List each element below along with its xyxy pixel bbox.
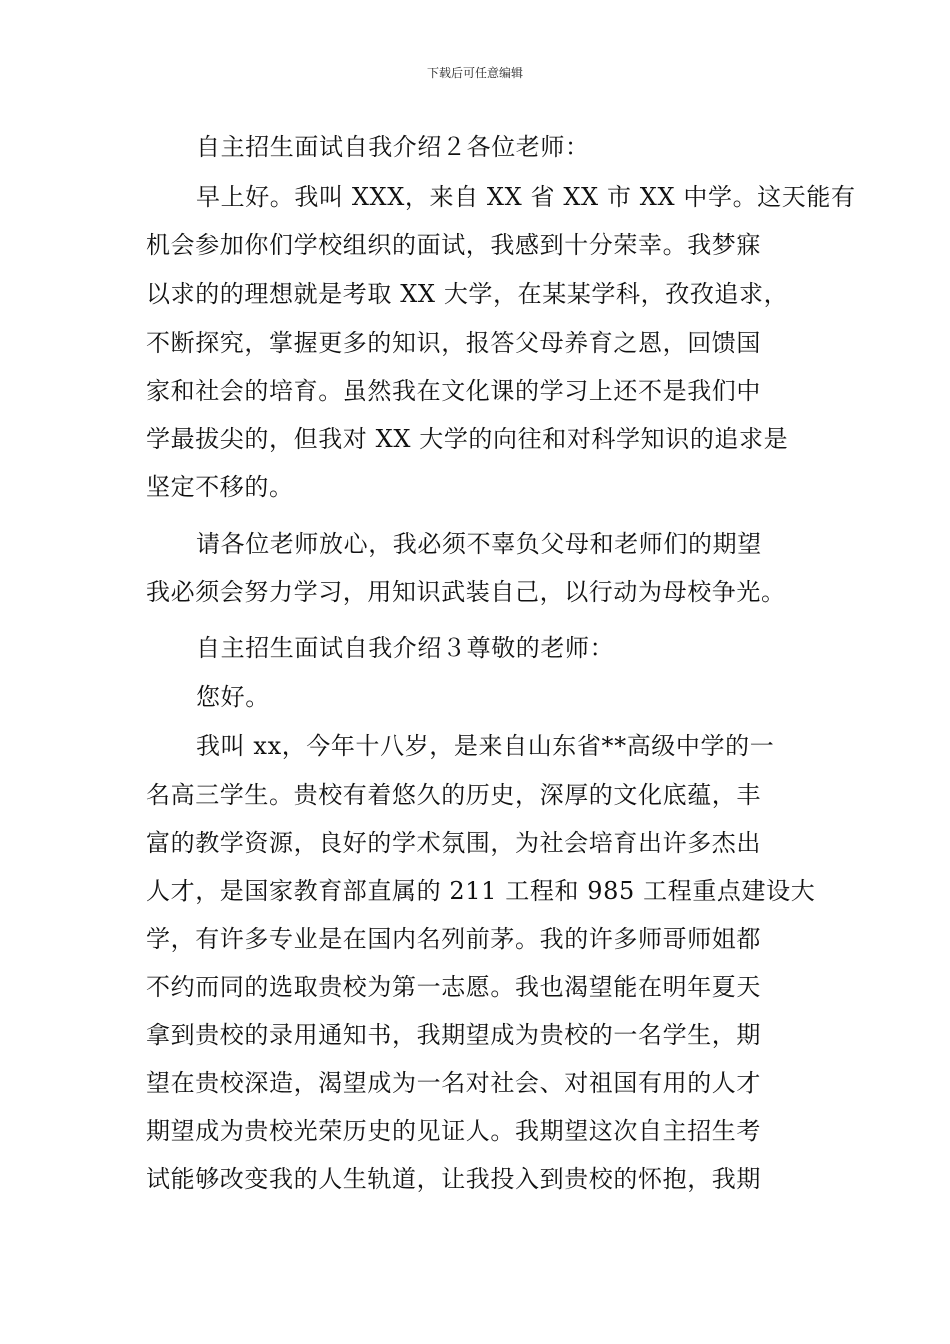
- text-line: 我必须会努力学习，用知识武装自己，以行动为母校争光。: [146, 578, 786, 606]
- text-line: 您好。: [196, 683, 270, 711]
- text-line: 以求的的理想就是考取 XX 大学，在某某学科，孜孜追求，: [146, 280, 789, 308]
- text-line: 试能够改变我的人生轨道，让我投入到贵校的怀抱，我期: [146, 1165, 761, 1193]
- text-line: 拿到贵校的录用通知书，我期望成为贵校的一名学生，期: [146, 1021, 761, 1049]
- text-line: 学，有许多专业是在国内名列前茅。我的许多师哥师姐都: [146, 925, 761, 953]
- text-line: 机会参加你们学校组织的面试，我感到十分荣幸。我梦寐: [146, 231, 761, 259]
- text-line: 不约而同的选取贵校为第一志愿。我也渴望能在明年夏天: [146, 973, 761, 1001]
- text-line: 名高三学生。贵校有着悠久的历史，深厚的文化底蕴，丰: [146, 781, 761, 809]
- text-line: 人才，是国家教育部直属的 211 工程和 985 工程重点建设大: [146, 877, 816, 905]
- text-line: 请各位老师放心，我必须不辜负父母和老师们的期望: [196, 530, 762, 558]
- text-line: 期望成为贵校光荣历史的见证人。我期望这次自主招生考: [146, 1117, 761, 1145]
- text-line: 坚定不移的。: [146, 473, 294, 501]
- text-line: 学最拔尖的，但我对 XX 大学的向往和对科学知识的追求是: [146, 425, 789, 453]
- text-line: 望在贵校深造，渴望成为一名对社会、对祖国有用的人才: [146, 1069, 761, 1097]
- text-line: 家和社会的培育。虽然我在文化课的学习上还不是我们中: [146, 377, 761, 405]
- page-header: 下载后可任意编辑: [426, 66, 523, 80]
- text-line: 自主招生面试自我介绍２各位老师：: [196, 133, 590, 161]
- text-line: 我叫 xx，今年十八岁，是来自山东省**高级中学的一: [196, 732, 775, 760]
- text-line: 富的教学资源，良好的学术氛围，为社会培育出许多杰出: [146, 829, 761, 857]
- text-line: 早上好。我叫 XXX，来自 XX 省 XX 市 XX 中学。这天能有: [196, 183, 856, 211]
- text-line: 不断探究，掌握更多的知识，报答父母养育之恩，回馈国: [146, 329, 761, 357]
- text-line: 自主招生面试自我介绍３尊敬的老师：: [196, 634, 615, 662]
